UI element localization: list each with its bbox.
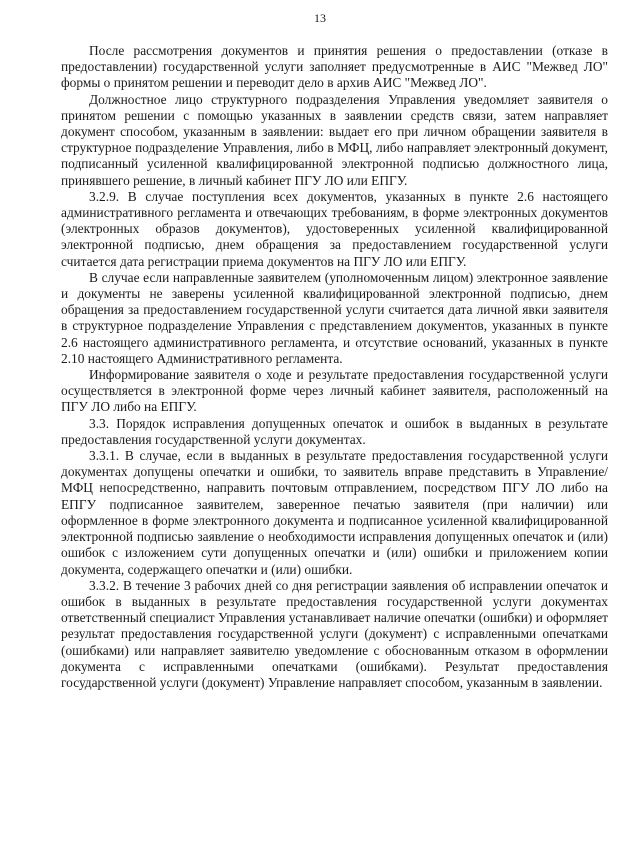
paragraph: В случае если направленные заявителем (уполномоченным лицом) электронное заявление и документы не заверены усиленной квалифицированной электронной подписью, днем обращения за предоставлением государственной услуги считается дата личной явки заявителя в структурное подразделение Управления с представлением документов, указанных в пункте 2.6 настоящего административного регламента, и отсутствие оснований, указанных в пункте 2.10 настоящего Административного регламента. [61, 269, 608, 366]
paragraph: 3.3.2. В течение 3 рабочих дней со дня регистрации заявления об исправлении опечаток и ошибок в выданных в результате предоставления государственной услуги документах ответственный специалист Управления устанавливает наличие опечатки (ошибки) и оформляет результат предоставления государственной услуги (документ) с исправленными опечатками (ошибками) или направляет заявителю уведомление с обоснованным отказом в оформлении документа с исправленными опечатками (ошибками). Результат предоставления государственной услуги (документ) Управление направляет способом, указанным в заявлении. [61, 577, 608, 690]
paragraph: Информирование заявителя о ходе и результате предоставления государственной услуги осуществляется в электронной форме через личный кабинет заявителя, расположенный на ПГУ ЛО либо на ЕПГУ. [61, 367, 608, 415]
paragraph: 3.3.1. В случае, если в выданных в результате предоставления государственной услуги документах допущены опечатки и ошибки, то заявитель вправе представить в Управление/МФЦ непосредственно, направить почтовым отправлением, посредством ПГУ ЛО либо на ЕПГУ подписанное заявителем, заверенное печатью заявителя (при наличии) или оформленное в форме электронного документа и подписанное усиленной квалифицированной электронной подписью заявление о необходимости исправления допущенных опечаток и (или) ошибок с изложением сути допущенных опечатки и (или) ошибки и приложением копии документа, содержащего опечатки и (или) ошибки. [61, 448, 608, 577]
page-number: 13 [314, 11, 326, 25]
document-body [61, 43, 608, 691]
paragraph: 3.2.9. В случае поступления всех документов, указанных в пункте 2.6 настоящего административного регламента и отвечающих требованиям, в форме электронных документов (электронных образов документов), удостоверенных усиленной квалифицированной электронной подписью, днем обращения за предоставлением государственной услуги считается дата регистрации приема документов на ПГУ ЛО или ЕПГУ. [61, 188, 608, 269]
paragraph: 3.3. Порядок исправления допущенных опечаток и ошибок в выданных в результате предоставления государственной услуги документах. [61, 415, 608, 447]
paragraph: Должностное лицо структурного подразделения Управления уведомляет заявителя о принятом решении с помощью указанных в заявлении средств связи, затем направляет документ способом, указанным в заявлении: выдает его при личном обращении заявителя в структурное подразделение Управления, либо в МФЦ, либо направляет электронный документ, подписанный усиленной квалифицированной электронной подписью должностного лица, принявшего решение, в личный кабинет ПГУ ЛО или ЕПГУ. [61, 91, 608, 188]
paragraph: После рассмотрения документов и принятия решения о предоставлении (отказе в предоставлении) государственной услуги заполняет предусмотренные в АИС "Межвед ЛО" формы о принятом решении и переводит дело в архив АИС "Межвед ЛО". [61, 43, 608, 91]
